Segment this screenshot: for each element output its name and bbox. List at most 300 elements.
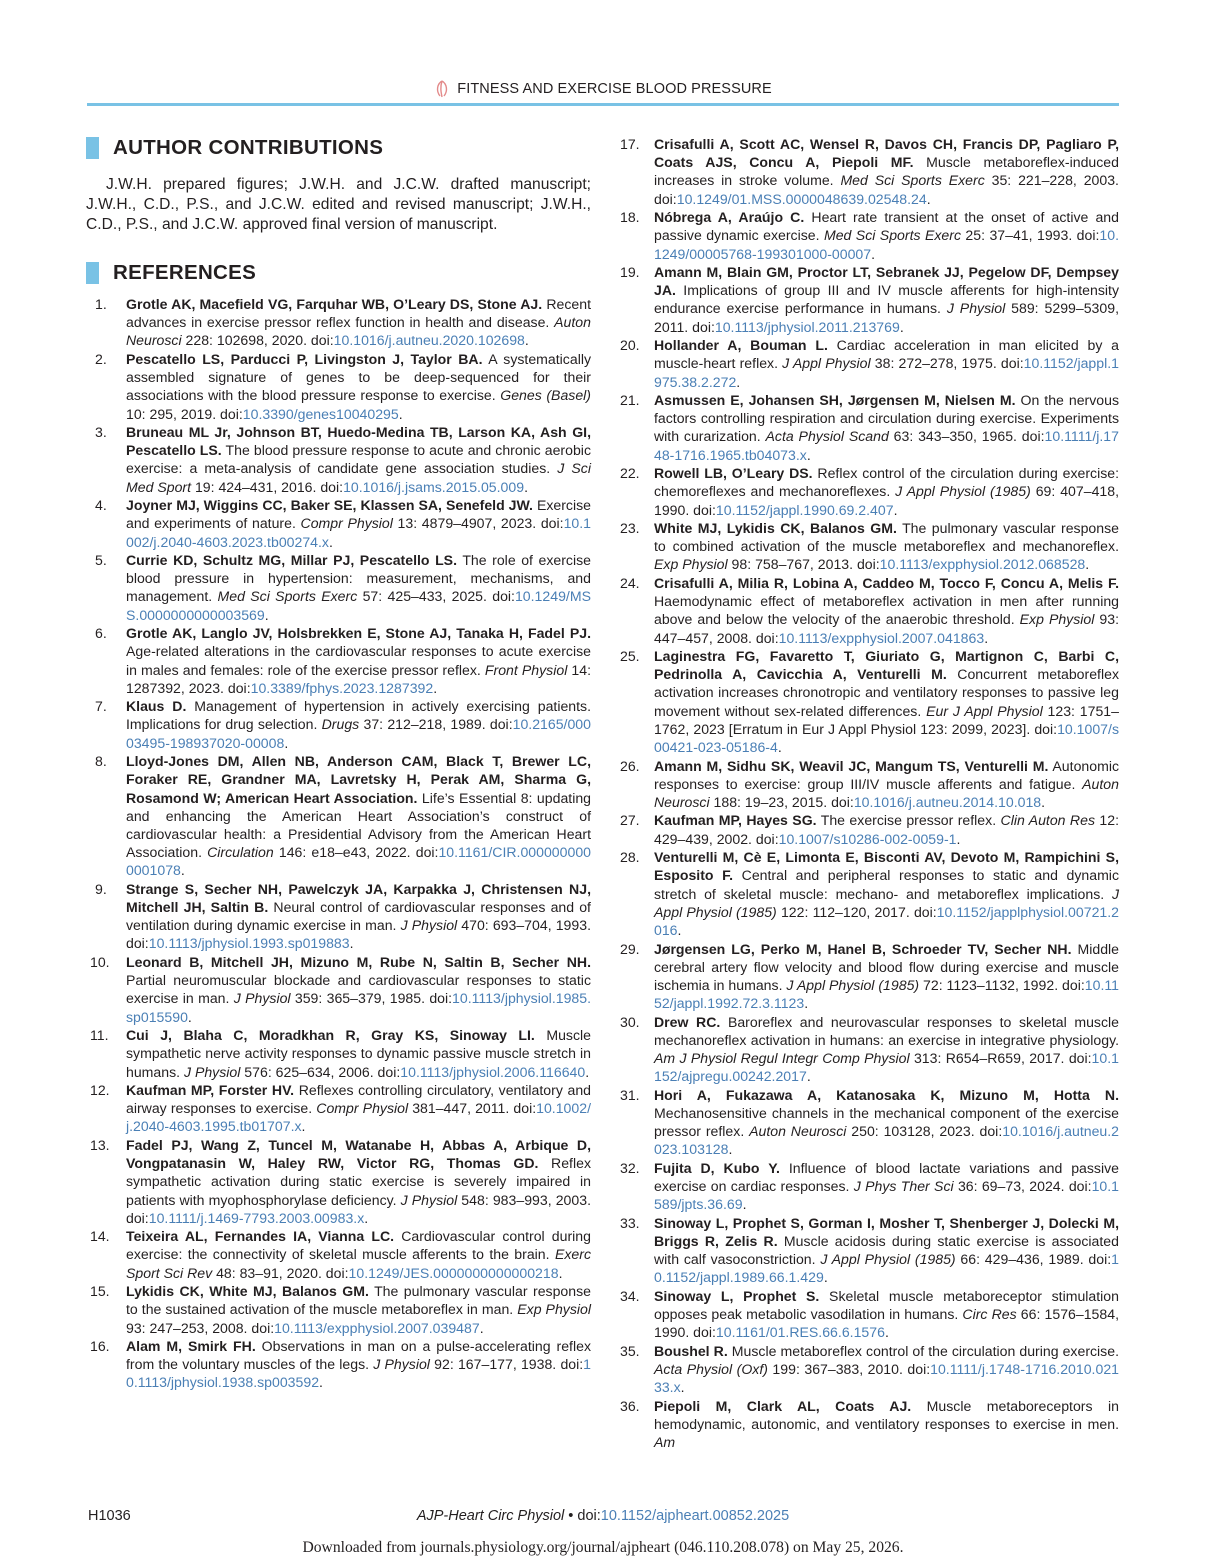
reference-citation: 313: R654–R659, 2017. doi: bbox=[909, 1050, 1092, 1067]
reference-end: . bbox=[899, 318, 904, 335]
reference-citation: 188: 19–23, 2015. doi: bbox=[709, 793, 854, 810]
reference-item bbox=[614, 1397, 1119, 1452]
reference-doi-link[interactable]: 10.1016/j.autneu.2020.102698 bbox=[333, 332, 525, 349]
reference-citation: 14: 1287392, 2023. doi: bbox=[126, 661, 592, 696]
reference-text: Management of hypertension in actively exercising patients. Implications for drug selection. bbox=[126, 698, 592, 733]
reference-citation: 13: 4879–4907, 2023. doi: bbox=[392, 515, 564, 532]
reference-number: 29. bbox=[620, 940, 640, 957]
contributions-heading bbox=[86, 135, 591, 161]
reference-number: 6. bbox=[95, 625, 107, 642]
reference-journal: Am J Physiol Regul Integr Comp Physiol bbox=[654, 1050, 910, 1067]
reference-text: The blood pressure response to acute and chronic aerobic exercise: a meta-analysis of candidate gene association studies. bbox=[126, 442, 591, 477]
right-column bbox=[614, 135, 1119, 1452]
reference-number: 12. bbox=[90, 1082, 110, 1098]
reference-authors: White MJ, Lykidis CK, Balanos GM. bbox=[654, 520, 897, 537]
reference-number: 24. bbox=[620, 574, 640, 591]
reference-citation: 93: 447–457, 2008. doi: bbox=[654, 611, 1120, 646]
reference-doi-link[interactable]: 10.2165/00003495-198937020-00008 bbox=[126, 716, 591, 751]
reference-doi-link[interactable]: 10.1113/expphysiol.2007.039487 bbox=[274, 1319, 480, 1336]
reference-doi-link[interactable]: 10.1113/jphysiol.2011.213769 bbox=[714, 318, 900, 335]
reference-journal: Med Sci Sports Exerc bbox=[217, 588, 358, 605]
reference-number: 22. bbox=[620, 465, 640, 482]
reference-authors: Alam M, Smirk FH. bbox=[126, 1338, 256, 1355]
reference-journal: J Appl Physiol bbox=[782, 355, 871, 372]
reference-item bbox=[86, 880, 591, 953]
reference-text: The role of exercise blood pressure in hypertension: measurement, mechanisms, and management. bbox=[126, 552, 591, 605]
reference-text: On the nervous factors controlling respiration and circulation during exercise. Experiments with curarization. bbox=[654, 392, 1120, 445]
reference-text: Neural control of cardiovascular responses and of ventilation during dynamic exercise in man. bbox=[126, 899, 591, 934]
reference-item bbox=[86, 1136, 591, 1227]
reference-doi-link[interactable]: 10.1589/jpts.36.69 bbox=[654, 1178, 1120, 1213]
reference-item bbox=[86, 752, 591, 879]
reference-journal: Med Sci Sports Exerc bbox=[840, 172, 985, 189]
reference-doi-link[interactable]: 10.1016/j.autneu.2023.103128 bbox=[654, 1123, 1120, 1158]
reference-doi-link[interactable]: 10.1113/jphysiol.1985.sp015590 bbox=[126, 990, 592, 1025]
reference-item bbox=[614, 263, 1119, 336]
reference-authors: Fadel PJ, Wang Z, Tuncel M, Watanabe H, Abbas A, Arbique D, Vongpatanasin W, Haley RW, Victor RG, Thomas GD. bbox=[126, 1136, 591, 1172]
reference-text: The pulmonary vascular response to combined activation of the muscle metaboreflex and mechanoreflex. bbox=[654, 520, 1119, 555]
reference-text: Implications of group III and IV muscle afferents for high-intensity endurance exercise performance in humans. bbox=[654, 282, 1119, 317]
reference-citation: 35: 221–228, 2003. doi: bbox=[654, 172, 1119, 207]
reference-citation: 10: 295, 2019. doi: bbox=[126, 405, 243, 422]
reference-authors: Boushel R. bbox=[654, 1342, 728, 1359]
reference-doi-link[interactable]: 10.1113/jphysiol.2006.116640 bbox=[400, 1063, 586, 1080]
reference-item bbox=[86, 1026, 591, 1081]
reference-citation: 199: 367–383, 2010. doi: bbox=[767, 1360, 931, 1377]
reference-end: . bbox=[187, 1008, 192, 1025]
reference-citation: 69: 407–418, 1990. doi: bbox=[654, 483, 1119, 518]
reference-citation: 57: 425–433, 2025. doi: bbox=[357, 588, 515, 605]
reference-journal: J Physiol bbox=[233, 990, 291, 1007]
reference-number: 19. bbox=[620, 264, 640, 281]
reference-number: 20. bbox=[620, 337, 640, 354]
reference-journal: Eur J Appl Physiol bbox=[926, 702, 1043, 719]
reference-list-left bbox=[86, 295, 591, 1392]
reference-citation: 92: 167–177, 1938. doi: bbox=[429, 1356, 584, 1373]
reference-item bbox=[614, 336, 1119, 391]
reference-doi-link[interactable]: 10.1249/JES.0000000000000218 bbox=[348, 1264, 559, 1281]
reference-authors: Currie KD, Schultz MG, Millar PJ, Pescatello LS. bbox=[126, 552, 458, 569]
reference-text: Muscle metaboreflex-induced increases in stroke volume. bbox=[654, 154, 1119, 189]
reference-number: 33. bbox=[620, 1214, 640, 1231]
reference-number: 32. bbox=[620, 1159, 640, 1176]
reference-journal: Exp Physiol bbox=[517, 1301, 591, 1318]
reference-doi-link[interactable]: 10.1113/jphysiol.1938.sp003592 bbox=[126, 1356, 592, 1391]
reference-text: Concurrent metaboreflex activation increases chronotropic and ventilatory responses to passive leg movement without sex-related differences. bbox=[654, 666, 1119, 719]
reference-item bbox=[86, 1081, 591, 1136]
reference-end: . bbox=[558, 1264, 563, 1281]
reference-journal: J Appl Physiol (1985) bbox=[786, 976, 920, 993]
reference-end: . bbox=[806, 1068, 811, 1085]
reference-text: Autonomic responses to exercise: group III/IV muscle afferents and fatigue. bbox=[654, 757, 1119, 792]
reference-number: 18. bbox=[620, 209, 640, 226]
reference-doi-link[interactable]: 10.1249/01.MSS.0000048639.02548.24 bbox=[676, 190, 927, 207]
reference-end: . bbox=[871, 245, 876, 262]
reference-end: . bbox=[806, 446, 811, 463]
reference-doi-link[interactable]: 10.1002/j.2040-4603.1995.tb01707.x bbox=[126, 1100, 591, 1135]
reference-text: The exercise pressor reflex. bbox=[816, 812, 1001, 829]
reference-end: . bbox=[319, 1374, 323, 1391]
reference-end: . bbox=[956, 830, 961, 847]
reference-citation: 228: 102698, 2020. doi: bbox=[181, 332, 334, 349]
reference-text: Reflex sympathetic activation during static exercise is severely impaired in patients with myophosphorylase deficiency. bbox=[126, 1155, 591, 1208]
reference-text: Partial neuromuscular blockade and cardiovascular responses to static exercise in man. bbox=[126, 972, 591, 1007]
reference-journal: Exp Physiol bbox=[654, 556, 728, 573]
reference-doi-link[interactable]: 10.1016/j.jsams.2015.05.009 bbox=[343, 478, 525, 495]
reference-item bbox=[614, 940, 1119, 1013]
reference-text: Baroreflex and neurovascular responses to skeletal muscle mechanoreflex activation in humans: an exercise in integrative physiology. bbox=[654, 1013, 1119, 1048]
reference-item bbox=[614, 848, 1119, 939]
reference-item bbox=[86, 1337, 591, 1392]
reference-number: 36. bbox=[620, 1397, 640, 1414]
reference-journal: Circ Res bbox=[962, 1306, 1017, 1323]
reference-journal: Compr Physiol bbox=[316, 1100, 409, 1117]
reference-doi-link[interactable]: 10.1152/jappl.1975.38.2.272 bbox=[654, 355, 1119, 390]
reference-authors: Pescatello LS, Parducci P, Livingston J, Taylor BA. bbox=[126, 350, 483, 367]
reference-authors: Drew RC. bbox=[654, 1013, 721, 1030]
reference-end: . bbox=[1041, 793, 1046, 810]
reference-number: 3. bbox=[95, 424, 107, 441]
reference-text: Influence of blood lactate variations and passive exercise on cardiac responses. bbox=[654, 1159, 1119, 1195]
reference-doi-link[interactable]: 10.1113/jphysiol.1993.sp019883 bbox=[148, 935, 350, 952]
reference-citation: 36: 69–73, 2024. doi: bbox=[953, 1178, 1092, 1195]
reference-end: . bbox=[180, 862, 185, 879]
reference-journal: J Physiol bbox=[373, 1356, 430, 1373]
reference-number: 5. bbox=[95, 552, 107, 569]
reference-text: The pulmonary vascular response to the sustained activation of the muscle metaboreflex in man. bbox=[126, 1283, 591, 1318]
reference-end: . bbox=[364, 1209, 369, 1226]
reference-number: 17. bbox=[620, 136, 640, 152]
reference-citation: 25: 37–41, 1993. doi: bbox=[961, 227, 1100, 244]
reference-end: . bbox=[742, 1196, 747, 1213]
reference-text: Skeletal muscle metaboreceptor stimulation opposes peak metabolic vasodilation in humans. bbox=[654, 1287, 1119, 1323]
reference-citation: 63: 343–350, 1965. doi: bbox=[888, 428, 1045, 445]
reference-authors: Rowell LB, O’Leary DS. bbox=[654, 465, 813, 482]
references-heading-text: REFERENCES bbox=[113, 261, 257, 284]
reference-number: 31. bbox=[620, 1086, 640, 1103]
page-number: H1036 bbox=[88, 1508, 131, 1524]
reference-end: . bbox=[328, 533, 333, 550]
reference-authors: Joyner MJ, Wiggins CC, Baker SE, Klassen SA, Senefeld JW. bbox=[126, 497, 533, 514]
reference-end: . bbox=[433, 679, 438, 696]
reference-citation: 37: 212–218, 1989. doi: bbox=[359, 716, 513, 733]
reference-item bbox=[614, 574, 1119, 647]
reference-item bbox=[86, 423, 591, 496]
reference-item bbox=[86, 350, 591, 423]
reference-number: 7. bbox=[95, 698, 107, 715]
reference-doi-link[interactable]: 10.1152/ajpregu.00242.2017 bbox=[654, 1050, 1119, 1085]
reference-number: 14. bbox=[90, 1228, 110, 1245]
reference-authors: Klaus D. bbox=[126, 698, 187, 715]
reference-doi-link[interactable]: 10.1161/01.RES.66.6.1576 bbox=[715, 1324, 885, 1341]
reference-number: 9. bbox=[95, 880, 107, 897]
reference-end: . bbox=[585, 1063, 590, 1080]
reference-number: 34. bbox=[620, 1287, 640, 1304]
reference-text: Middle cerebral artery flow velocity and blood flow during exercise and muscle ischemia in humans. bbox=[654, 940, 1119, 993]
reference-item bbox=[86, 624, 591, 697]
reference-end: . bbox=[736, 373, 741, 390]
reference-citation: 98: 758–767, 2013. doi: bbox=[727, 556, 880, 573]
reference-text: A systematically assembled signature of genes to be deep-sequenced for their associations with the blood pressure response to exercise. bbox=[126, 350, 591, 404]
reference-item bbox=[614, 1287, 1119, 1342]
reference-citation: 576: 625–634, 2006. doi: bbox=[240, 1063, 401, 1080]
reference-journal: Exerc Sport Sci Rev bbox=[126, 1246, 591, 1281]
reference-journal: Acta Physiol Scand bbox=[765, 428, 889, 445]
reference-text: Reflex control of the circulation during exercise: chemoreflexes and mechanoreflexes. bbox=[654, 465, 1119, 500]
footer-journal: AJP-Heart Circ Physiol bbox=[416, 1508, 565, 1524]
reference-text: Reflexes controlling circulatory, ventilatory and airway responses to exercise. bbox=[126, 1082, 591, 1117]
reference-authors: Hollander A, Bouman L. bbox=[654, 337, 828, 354]
reference-item bbox=[86, 697, 591, 752]
reference-end: . bbox=[1085, 556, 1090, 573]
reference-number: 13. bbox=[90, 1136, 110, 1153]
reference-item bbox=[614, 757, 1119, 812]
download-notice: Downloaded from journals.physiology.org/journal/ajpheart (046.110.208.078) on May 25, 2026. bbox=[302, 1539, 904, 1556]
reference-number: 8. bbox=[95, 753, 107, 770]
reference-number: 28. bbox=[620, 849, 640, 866]
reference-citation: 250: 103128, 2023. doi: bbox=[846, 1123, 1003, 1140]
reference-doi-link[interactable]: 10.1152/jappl.1989.66.1.429 bbox=[654, 1251, 1119, 1286]
reference-text: Cardiac acceleration in man elicited by a muscle-heart reflex. bbox=[654, 337, 1120, 372]
reference-doi-link[interactable]: 10.1007/s00421-023-05186-4 bbox=[654, 720, 1119, 756]
reference-doi-link[interactable]: 10.3390/genes10040295 bbox=[242, 405, 399, 422]
reference-end: . bbox=[264, 606, 269, 623]
reference-doi-link[interactable]: 10.1249/00005768-199301000-00007 bbox=[654, 227, 1119, 262]
reference-item bbox=[614, 1159, 1119, 1214]
page-footer bbox=[0, 1508, 1206, 1528]
reference-text: Life’s Essential 8: updating and enhancing the American Heart Association’s construct of cardiovascular health: a Presidential Advisory from the American Heart Association. bbox=[126, 789, 592, 861]
reference-journal: J Physiol bbox=[400, 1191, 458, 1208]
reference-authors: Sinoway L, Prophet S. bbox=[654, 1287, 820, 1304]
reference-journal: Circulation bbox=[207, 844, 274, 861]
reference-journal: Drugs bbox=[321, 716, 360, 733]
reference-item bbox=[86, 496, 591, 551]
reference-journal: Auton Neurosci bbox=[749, 1123, 847, 1140]
reference-number: 23. bbox=[620, 520, 640, 537]
reference-number: 25. bbox=[620, 648, 640, 665]
reference-end: . bbox=[777, 739, 782, 756]
reference-item bbox=[86, 551, 591, 624]
reference-citation: 12: 429–439, 2002. doi: bbox=[654, 812, 1120, 847]
heading-bar bbox=[86, 137, 99, 159]
reference-end: . bbox=[524, 478, 528, 495]
reference-journal: J Appl Physiol (1985) bbox=[895, 483, 1031, 500]
reference-doi-link[interactable]: 10.1113/expphysiol.2012.068528 bbox=[879, 556, 1086, 573]
reference-number: 16. bbox=[90, 1338, 110, 1355]
reference-citation: 19: 424–431, 2016. doi: bbox=[191, 478, 344, 495]
reference-end: . bbox=[823, 1269, 828, 1286]
reference-item bbox=[614, 1086, 1119, 1159]
reference-item bbox=[86, 953, 591, 1026]
reference-journal: J Phys Ther Sci bbox=[853, 1178, 954, 1195]
reference-item bbox=[614, 208, 1119, 263]
reference-authors: Piepoli M, Clark AL, Coats AJ. bbox=[654, 1397, 912, 1414]
reference-authors: Laginestra FG, Favaretto T, Giuriato G, Martignon C, Barbi C, Pedrinolla A, Cavicchia A, Venturelli M. bbox=[654, 648, 1119, 683]
reference-journal: Am bbox=[654, 1434, 676, 1451]
reference-authors: Crisafulli A, Milia R, Lobina A, Caddeo M, Tocco F, Concu A, Melis F. bbox=[654, 574, 1119, 591]
reference-item bbox=[614, 464, 1119, 519]
reference-citation: 38: 272–278, 1975. doi: bbox=[870, 355, 1024, 372]
reference-end: . bbox=[984, 629, 989, 646]
reference-authors: Kaufman MP, Forster HV. bbox=[126, 1082, 295, 1098]
reference-doi-link[interactable]: 10.1007/s10286-002-0059-1 bbox=[778, 830, 957, 847]
reference-citation: 548: 983–993, 2003. doi: bbox=[126, 1191, 591, 1226]
reference-number: 27. bbox=[620, 812, 640, 829]
reference-doi-link[interactable]: 10.1161/CIR.0000000000001078 bbox=[126, 844, 591, 879]
reference-journal: Compr Physiol bbox=[300, 515, 393, 532]
reference-item bbox=[86, 295, 591, 350]
reference-item bbox=[614, 647, 1119, 756]
reference-journal: Clin Auton Res bbox=[1000, 812, 1095, 829]
reference-citation: 66: 429–436, 1989. doi: bbox=[955, 1251, 1112, 1268]
reference-number: 4. bbox=[95, 497, 107, 514]
reference-doi-link[interactable]: 10.1111/j.1748-1716.2010.02133.x bbox=[654, 1360, 1119, 1396]
reference-item bbox=[86, 1282, 591, 1337]
reference-citation: 589: 5299–5309, 2011. doi: bbox=[654, 300, 1119, 335]
reference-authors: Hori A, Fukazawa A, Katanosaka K, Mizuno M, Hotta N. bbox=[654, 1086, 1119, 1103]
reference-number: 11. bbox=[90, 1027, 109, 1044]
reference-journal: Genes (Basel) bbox=[500, 387, 591, 404]
reference-item bbox=[614, 519, 1119, 574]
reference-citation: 122: 112–120, 2017. doi: bbox=[776, 903, 937, 920]
reference-text: Haemodynamic effect of metaboreflex activation in men after running above and below the velocity of the anaerobic threshold. bbox=[654, 593, 1119, 628]
reference-journal: Auton Neurosci bbox=[126, 314, 591, 349]
reference-end: . bbox=[524, 332, 529, 349]
reference-text: Muscle acidosis during static exercise is associated with calf vasoconstriction. bbox=[654, 1232, 1119, 1268]
reference-authors: Sinoway L, Prophet S, Gorman I, Mosher T, Shenberger J, Dolecki M, Briggs R, Zelis R. bbox=[654, 1214, 1119, 1249]
reference-doi-link[interactable]: 10.1111/j.1748-1716.1965.tb04073.x bbox=[654, 428, 1119, 463]
reference-authors: Nóbrega A, Araújo C. bbox=[654, 209, 805, 226]
reference-list-right bbox=[614, 135, 1119, 1451]
reference-text: Muscle metaboreflex control of the circulation during exercise. bbox=[727, 1342, 1119, 1359]
reference-authors: Amann M, Sidhu SK, Weavil JC, Mangum TS, Venturelli M. bbox=[654, 757, 1049, 774]
footer-doi-link[interactable]: 10.1152/ajpheart.00852.2025 bbox=[600, 1508, 790, 1524]
leaf-logo-icon bbox=[434, 80, 450, 98]
reference-authors: Lloyd-Jones DM, Allen NB, Anderson CAM, Black T, Brewer LC, Foraker RE, Grandner MA, Lavretsky H, Perak AM, Sharma G, Rosamond W; American Heart Association. bbox=[126, 753, 591, 806]
reference-text: Heart rate transient at the onset of active and passive dynamic exercise. bbox=[654, 209, 1119, 244]
reference-authors: Teixeira AL, Fernandes IA, Vianna LC. bbox=[126, 1228, 395, 1245]
reference-item bbox=[614, 1013, 1119, 1086]
reference-authors: Cui J, Blaha C, Moradkhan R, Gray KS, Sinoway LI. bbox=[126, 1027, 535, 1044]
reference-number: 1. bbox=[95, 296, 107, 312]
reference-text: Exercise and experiments of nature. bbox=[126, 497, 591, 532]
reference-doi-link[interactable]: 10.3389/fphys.2023.1287392 bbox=[250, 679, 434, 696]
reference-citation: 470: 693–704, 1993. doi: bbox=[126, 917, 591, 952]
reference-journal: Front Physiol bbox=[484, 661, 568, 678]
reference-citation: 93: 247–253, 2008. doi: bbox=[126, 1319, 275, 1336]
reference-end: . bbox=[479, 1319, 484, 1336]
reference-number: 2. bbox=[95, 350, 107, 367]
reference-end: . bbox=[926, 190, 931, 207]
reference-journal: Auton Neurosci bbox=[654, 775, 1119, 810]
reference-doi-link[interactable]: 10.1152/jappl.1990.69.2.407 bbox=[715, 501, 894, 518]
reference-end: . bbox=[884, 1324, 889, 1341]
reference-end: . bbox=[301, 1118, 306, 1135]
reference-citation: 359: 365–379, 1985. doi: bbox=[290, 990, 453, 1007]
reference-doi-link[interactable]: 10.1152/jappl.1992.72.3.1123 bbox=[654, 976, 1119, 1012]
reference-end: . bbox=[728, 1141, 733, 1158]
reference-item bbox=[614, 1342, 1119, 1397]
reference-authors: Jørgensen LG, Perko M, Hanel B, Schroeder TV, Secher NH. bbox=[654, 940, 1072, 957]
contributions-text: J.W.H. prepared figures; J.W.H. and J.C.W. drafted manuscript; J.W.H., C.D., P.S., and J.C.W. edited and revised manuscript; J.W.H., C.D., P.S., and J.C.W. approved final version of manuscript. bbox=[86, 176, 591, 233]
reference-journal: J Appl Physiol (1985) bbox=[654, 885, 1119, 920]
left-column bbox=[86, 135, 591, 1392]
reference-doi-link[interactable]: 10.1152/japplphysiol.00721.2016 bbox=[654, 903, 1119, 938]
reference-authors: Amann M, Blain GM, Proctor LT, Sebranek JJ, Pegelow DF, Dempsey JA. bbox=[654, 264, 1119, 299]
contributions-heading-text: AUTHOR CONTRIBUTIONS bbox=[113, 136, 384, 159]
reference-journal: J Physiol bbox=[400, 917, 458, 934]
header-title: FITNESS AND EXERCISE BLOOD PRESSURE bbox=[457, 81, 772, 97]
header-rule bbox=[87, 103, 1119, 106]
reference-number: 35. bbox=[620, 1342, 640, 1359]
reference-item bbox=[614, 391, 1119, 464]
reference-end: . bbox=[398, 405, 403, 422]
reference-item bbox=[86, 1227, 591, 1282]
reference-end: . bbox=[680, 1379, 685, 1396]
reference-citation: 381–447, 2011. doi: bbox=[408, 1100, 537, 1117]
reference-doi-link[interactable]: 10.1016/j.autneu.2014.10.018 bbox=[853, 793, 1042, 810]
reference-citation: 48: 83–91, 2020. doi: bbox=[212, 1264, 349, 1281]
reference-number: 30. bbox=[620, 1013, 640, 1030]
reference-doi-link[interactable]: 10.1113/expphysiol.2007.041863 bbox=[778, 629, 985, 646]
reference-citation: 146: e18–e43, 2022. doi: bbox=[273, 844, 439, 861]
reference-doi-link[interactable]: 10.1002/j.2040-4603.2023.tb00274.x bbox=[126, 515, 591, 550]
reference-journal: J Physiol bbox=[946, 300, 1006, 317]
reference-citation: 123: 1751–1762, 2023 [Erratum in Eur J Appl Physiol 123: 2099, 2023]. doi: bbox=[654, 702, 1119, 737]
reference-number: 10. bbox=[90, 953, 110, 970]
reference-authors: Kaufman MP, Hayes SG. bbox=[654, 812, 817, 829]
reference-end: . bbox=[284, 734, 289, 751]
footer-citation bbox=[0, 1508, 1206, 1524]
reference-text: Observations in man on a pulse-accelerating reflex from the voluntary muscles of the legs. bbox=[126, 1338, 591, 1373]
reference-text: Age-related alterations in the cardiovascular responses to acute exercise in males and females: role of the exercise pressor reflex. bbox=[126, 643, 591, 678]
reference-authors: Asmussen E, Johansen SH, Jørgensen M, Nielsen M. bbox=[654, 392, 1016, 409]
reference-authors: Lykidis CK, White MJ, Balanos GM. bbox=[126, 1283, 369, 1300]
heading-bar bbox=[86, 262, 99, 284]
reference-end: . bbox=[804, 995, 809, 1012]
reference-text: Mechanosensitive channels in the mechanical component of the exercise pressor reflex. bbox=[654, 1104, 1119, 1140]
reference-journal: J Sci Med Sport bbox=[126, 460, 591, 495]
reference-end: . bbox=[349, 935, 354, 952]
reference-journal: J Appl Physiol (1985) bbox=[820, 1251, 956, 1268]
reference-text: Central and peripheral responses to static and dynamic stretch of skeletal muscle: mechano- and metaboreflex implications. bbox=[654, 867, 1119, 902]
reference-authors: Strange S, Secher NH, Pawelczyk JA, Karpakka J, Christensen NJ, Mitchell JH, Saltin B. bbox=[126, 880, 591, 916]
reference-journal: Acta Physiol (Oxf) bbox=[654, 1360, 768, 1377]
reference-end: . bbox=[893, 501, 898, 518]
reference-doi-link[interactable]: 10.1111/j.1469-7793.2003.00983.x bbox=[148, 1209, 365, 1226]
running-header bbox=[0, 79, 1206, 99]
reference-text: Muscle metaboreceptors in hemodynamic, autonomic, and ventilatory responses to exercise in men. bbox=[654, 1397, 1119, 1432]
reference-text: Cardiovascular control during exercise: the connectivity of skeletal muscle afferents to the brain. bbox=[126, 1228, 591, 1263]
reference-authors: Venturelli M, Cè E, Limonta E, Bisconti AV, Devoto M, Rampichini S, Esposito F. bbox=[654, 849, 1119, 884]
reference-number: 21. bbox=[620, 392, 640, 409]
reference-number: 26. bbox=[620, 757, 640, 774]
footer-separator: • doi: bbox=[564, 1508, 601, 1524]
reference-authors: Bruneau ML Jr, Johnson BT, Huedo-Medina TB, Larson KA, Ash GI, Pescatello LS. bbox=[126, 424, 591, 459]
reference-journal: Med Sci Sports Exerc bbox=[823, 227, 961, 244]
references-heading bbox=[86, 260, 591, 286]
reference-journal: Exp Physiol bbox=[1019, 611, 1095, 628]
reference-citation: 72: 1123–1132, 1992. doi: bbox=[919, 976, 1085, 993]
reference-text: Muscle sympathetic nerve activity responses to dynamic passive muscle stretch in humans. bbox=[126, 1027, 591, 1080]
reference-item bbox=[614, 1214, 1119, 1287]
reference-doi-link[interactable]: 10.1249/MSS.0000000000003569 bbox=[126, 588, 591, 623]
reference-authors: Leonard B, Mitchell JH, Mizuno M, Rube N, Saltin B, Secher NH. bbox=[126, 953, 591, 970]
reference-authors: Crisafulli A, Scott AC, Wensel R, Davos CH, Francis DP, Pagliaro P, Coats AJS, Concu A, Piepoli MF. bbox=[654, 136, 1119, 171]
reference-item bbox=[614, 811, 1119, 847]
reference-text: Recent advances in exercise pressor reflex function in health and disease. bbox=[126, 296, 591, 331]
reference-authors: Grotle AK, Langlo JV, Holsbrekken E, Stone AJ, Tanaka H, Fadel PJ. bbox=[126, 625, 591, 642]
